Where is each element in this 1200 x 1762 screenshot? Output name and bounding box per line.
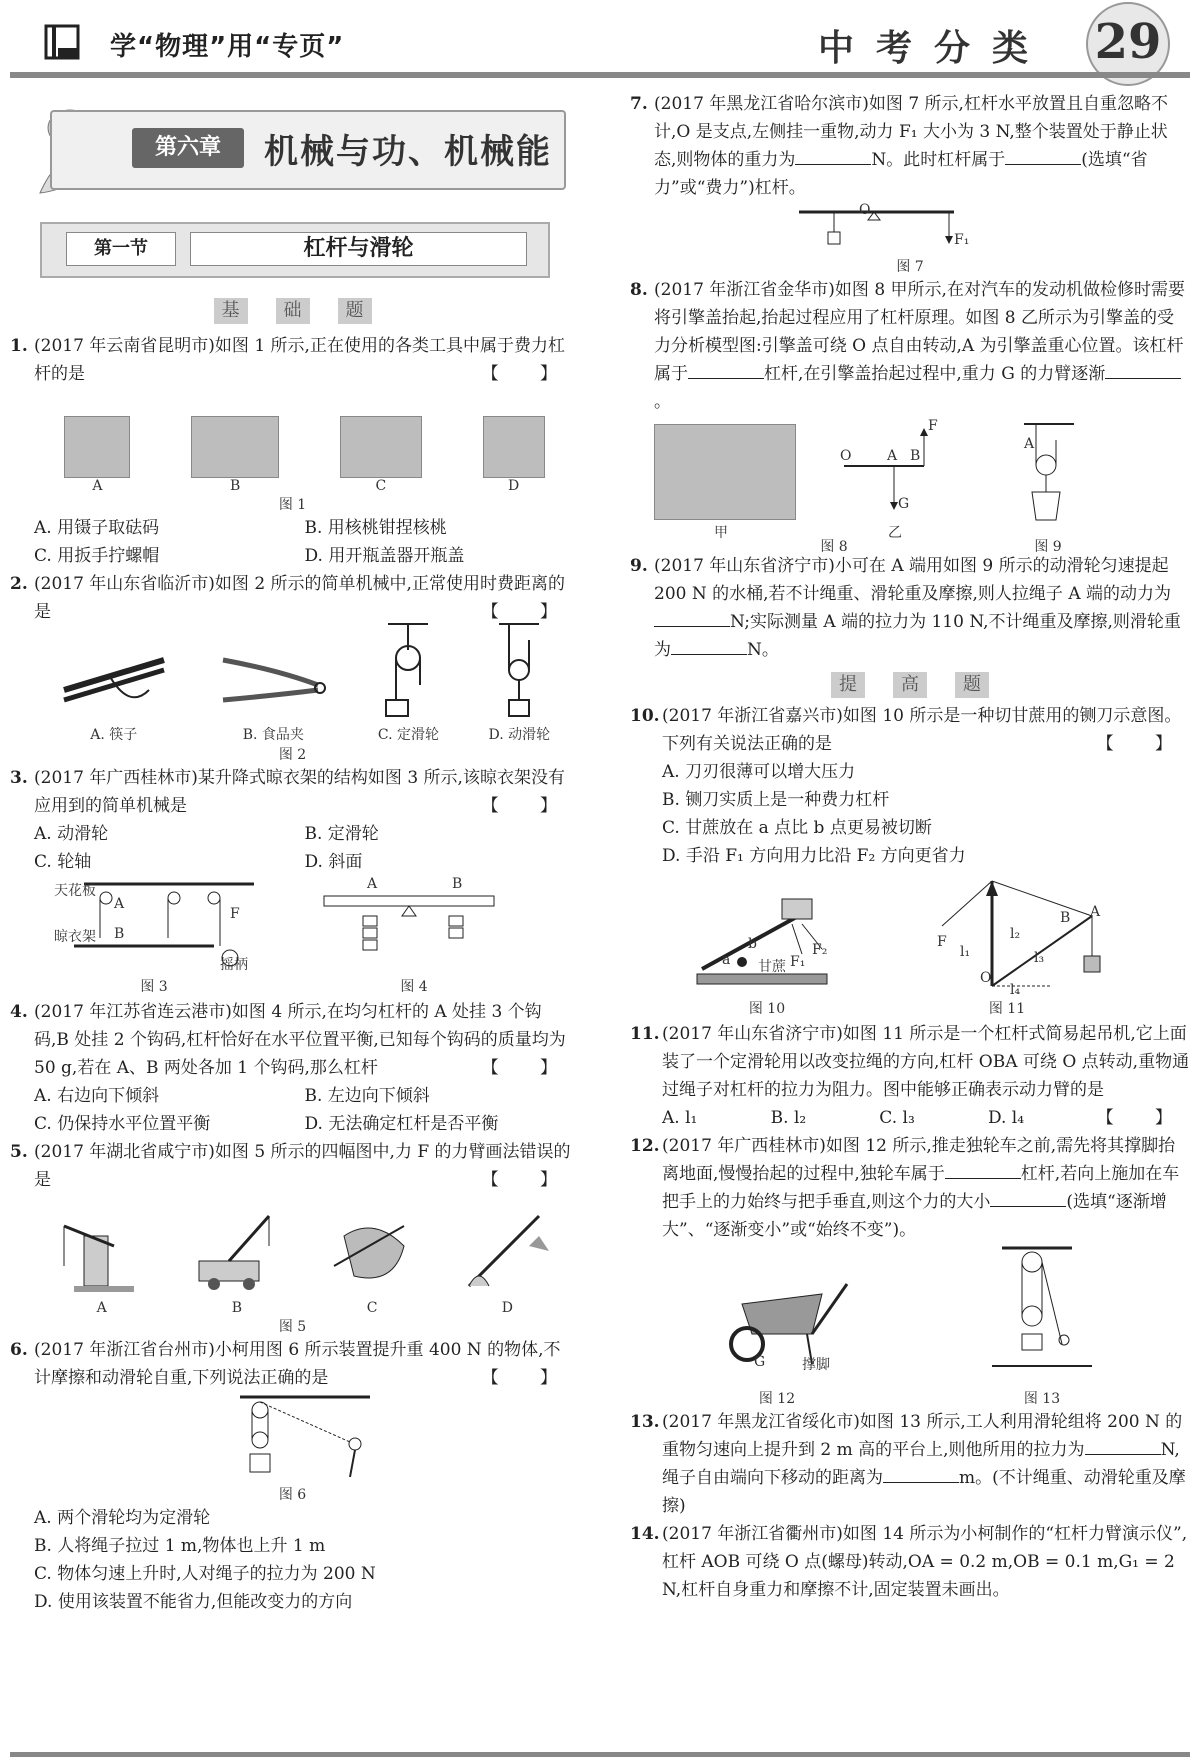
label-F1: F₁ <box>790 954 806 970</box>
figure-label: A. 筷子 <box>90 727 138 743</box>
question-number: 14. <box>630 1524 660 1544</box>
label-F: F <box>230 906 240 922</box>
label-O: O <box>840 448 852 464</box>
figure-label: A <box>96 1300 107 1316</box>
question-number: 2. <box>10 574 28 594</box>
figure-5 <box>10 1198 575 1316</box>
question-number: 6. <box>10 1340 28 1360</box>
label-b: b <box>748 936 757 952</box>
level-char: 题 <box>955 672 989 698</box>
question-text: (2017 年云南省昆明市)如图 1 所示,正在使用的各类工具中属于费力杠杆的是 <box>34 336 565 384</box>
option-d[interactable]: D. 使用该装置不能省力,但能改变力的方向 <box>34 1592 353 1612</box>
figure-caption: 图 6 <box>278 1487 307 1503</box>
question-text: (2017 年广西桂林市)某升降式晾衣架的结构如图 3 所示,该晾衣架没有应用到的简单机械是 <box>34 768 565 816</box>
question-number: 12. <box>630 1136 660 1156</box>
answer-bracket[interactable]: 【 】 <box>481 1058 575 1078</box>
answer-blank[interactable] <box>671 636 747 655</box>
footer-rule <box>10 1752 1190 1757</box>
figure-7 <box>654 202 1190 256</box>
option-a[interactable]: A. 用镊子取砝码 <box>34 518 160 538</box>
level-heading-advanced <box>630 672 1190 698</box>
movable-pulley-drawing <box>489 620 549 720</box>
label-F: F <box>937 934 947 950</box>
header-category: 中考分类 <box>818 28 1051 69</box>
question-text: (2017 年浙江省台州市)小柯用图 6 所示装置提升重 400 N 的物体,不计摩擦和动滑轮自重,下列说法正确的是 <box>34 1340 561 1388</box>
figure-caption: 图 9 <box>1034 539 1062 555</box>
question-text: N;实际测量 A 端的拉力为 110 N,不计绳重及摩擦,则滑轮重为 <box>654 612 1181 660</box>
figures-10-11 <box>662 870 1190 1020</box>
question-text: N。此时杠杆属于 <box>871 150 1006 170</box>
figure-label: B <box>231 1300 243 1316</box>
question-9 <box>630 552 1190 664</box>
option-b[interactable]: B. 人将绳子拉过 1 m,物体也上升 1 m <box>34 1536 326 1556</box>
hood-force-diagram <box>834 426 934 516</box>
option-c[interactable]: C. 用扳手拧螺帽 <box>34 546 160 566</box>
question-text: (2017 年山东省济宁市)小可在 A 端用如图 9 所示的动滑轮匀速提起 200 N 的水桶,若不计绳重、滑轮重及摩擦,则人拉绳子 A 端的动力为 <box>654 556 1172 604</box>
option-a[interactable]: A. 两个滑轮均为定滑轮 <box>34 1508 211 1528</box>
question-3 <box>10 764 575 820</box>
answer-blank[interactable] <box>1005 146 1081 165</box>
option-c[interactable]: C. 物体匀速上升时,人对绳子的拉力为 200 N <box>34 1564 376 1584</box>
options-q4 <box>10 1082 575 1138</box>
answer-blank[interactable] <box>795 146 871 165</box>
label-A: A <box>114 896 125 912</box>
chapter-title: 机械与功、机械能 <box>264 132 552 172</box>
option-b[interactable]: B. 左边向下倾斜 <box>304 1086 430 1106</box>
answer-bracket[interactable]: 【 】 <box>1096 734 1190 754</box>
figure-label: C. 定滑轮 <box>377 727 439 743</box>
question-number: 11. <box>630 1024 660 1044</box>
figure-6 <box>10 1392 575 1484</box>
options-q10 <box>630 758 1190 870</box>
page-number: 29 <box>1094 14 1162 70</box>
option-a[interactable]: A. 刀刃很薄可以增大压力 <box>662 762 856 782</box>
option-c[interactable]: C. 轮轴 <box>34 852 92 872</box>
page-header <box>0 0 1200 85</box>
question-number: 8. <box>630 280 648 300</box>
chapter-tag: 第六章 <box>132 128 244 168</box>
option-d[interactable]: D. 斜面 <box>304 852 363 872</box>
option-d[interactable]: D. l₄ <box>987 1108 1025 1128</box>
question-text: (选填“逐渐增大”、“逐渐变小”或“始终不变”)。 <box>662 1192 1167 1240</box>
chapter-banner <box>10 98 575 208</box>
answer-bracket[interactable]: 【 】 <box>481 796 575 816</box>
figure-caption: 图 13 <box>1023 1391 1061 1407</box>
answer-blank[interactable] <box>1105 360 1181 379</box>
figure-caption: 图 12 <box>758 1391 796 1407</box>
label-support: 撑脚 <box>802 1357 830 1373</box>
answer-bracket[interactable]: 【 】 <box>481 602 575 622</box>
horizontal-lever-drawing <box>794 204 964 254</box>
level-char: 基 <box>214 298 248 324</box>
label-A: A <box>1024 436 1035 452</box>
question-10 <box>630 702 1190 758</box>
options-q3 <box>10 820 575 876</box>
question-text: (2017 年黑龙江省哈尔滨市)如图 7 所示,杠杆水平放置且自重忽略不计,O 是支点,左侧挂一重物,动力 F₁ 大小为 3 N,整个装置处于静止状态,则物体的重力为 <box>654 94 1168 170</box>
label-G: G <box>754 1354 766 1370</box>
question-text: (2017 年浙江省衢州市)如图 14 所示为小柯制作的“杠杆力臂演示仪”,杠杆 AOB 可绕 O 点(螺母)转动,OA = 0.2 m,OB = 0.1 m,G₁ = 2 N,杠杆自身重力和摩擦不计,固定装置未画出。 <box>662 1524 1188 1600</box>
question-text: (2017 年黑龙江省绥化市)如图 13 所示,工人利用滑轮组将 200 N 的重物匀速向上提升到 2 m 高的平台上,则他所用的拉力为 <box>662 1412 1183 1460</box>
question-13 <box>630 1408 1190 1520</box>
label-A: A <box>887 448 898 464</box>
label-ceiling: 天花板 <box>54 883 96 899</box>
label-O: O <box>859 202 871 218</box>
hand-lever-drawing <box>324 1206 420 1296</box>
question-1 <box>10 332 575 388</box>
question-text: (2017 年浙江省嘉兴市)如图 10 所示是一种切甘蔗用的铡刀示意图。下列有关说法正确的是 <box>662 706 1182 754</box>
option-a[interactable]: A. l₁ <box>662 1108 698 1128</box>
food-tongs-drawing <box>218 630 328 720</box>
label-B: B <box>452 876 463 892</box>
answer-blank[interactable] <box>688 360 764 379</box>
question-text: (选填“省力”或“费力”)杠杆。 <box>654 150 1148 198</box>
question-number: 3. <box>10 768 28 788</box>
question-2 <box>10 570 575 626</box>
option-c[interactable]: C. 仍保持水平位置平衡 <box>34 1114 211 1134</box>
label-F1: F₁ <box>954 232 970 248</box>
label-F: F <box>928 418 938 434</box>
question-14 <box>630 1520 1190 1604</box>
figure-label: C <box>366 1300 378 1316</box>
header-rule <box>10 72 1190 78</box>
figure-label: D <box>508 478 520 494</box>
question-number: 5. <box>10 1142 28 1162</box>
option-d[interactable]: D. 用开瓶盖器开瓶盖 <box>304 546 465 566</box>
answer-blank[interactable] <box>990 1188 1066 1207</box>
figure-label: C <box>375 478 387 494</box>
label-B: B <box>910 448 921 464</box>
stone-lever-drawing <box>459 1206 555 1296</box>
question-text: (2017 年山东省临沂市)如图 2 所示的简单机械中,正常使用时费距离的是 <box>34 574 565 622</box>
question-text: (2017 年山东省济宁市)如图 11 所示是一个杠杆式简易起吊机,它上面装了一个定滑轮用以改变拉绳的方向,杠杆 OBA 可绕 O 点转动,重物通过绳子对杠杆的拉力为阻力。图中能够正确表示动力臂的是 <box>662 1024 1190 1100</box>
question-7 <box>630 90 1190 202</box>
options-q6 <box>10 1504 575 1616</box>
question-text: (2017 年江苏省连云港市)如图 4 所示,在均匀杠杆的 A 处挂 3 个钩码,B 处挂 2 个钩码,杠杆恰好在水平位置平衡,已知每个钩码的质量均为 50 g,若在 A、B 两处各加 1 个钩码,那么杠杆 <box>34 1002 566 1078</box>
figure-label: D. 动滑轮 <box>488 727 551 743</box>
nutcracker-photo <box>191 416 279 478</box>
answer-bracket[interactable]: 【 】 <box>1096 1108 1190 1128</box>
question-text: N。 <box>747 640 779 660</box>
header-slogan: 学“物理”用“专页” <box>110 32 345 62</box>
label-G: G <box>898 496 910 512</box>
figures-8-9 <box>654 416 1190 555</box>
figure-1 <box>10 394 575 494</box>
section-title: 杠杆与滑轮 <box>190 232 527 266</box>
label-a: a <box>722 952 731 968</box>
option-b[interactable]: B. l₂ <box>770 1108 807 1128</box>
option-a[interactable]: A. 动滑轮 <box>34 824 109 844</box>
right-column <box>630 90 1190 1604</box>
label-F2: F₂ <box>812 942 828 958</box>
question-text: 杠杆,在引擎盖抬起过程中,重力 G 的力臂逐渐 <box>764 364 1106 384</box>
options-q1 <box>10 514 575 570</box>
option-d[interactable]: D. 手沿 F₁ 方向用力比沿 F₂ 方向更省力 <box>662 846 966 866</box>
answer-blank[interactable] <box>654 608 730 627</box>
left-column <box>10 90 575 1616</box>
answer-blank[interactable] <box>883 1464 959 1483</box>
question-number: 13. <box>630 1412 660 1432</box>
figure-caption: 图 10 <box>748 1001 786 1017</box>
label-l1: l₁ <box>960 944 971 960</box>
sublabel: 甲 <box>714 525 728 541</box>
question-text: 。 <box>654 392 671 412</box>
question-number: 10. <box>630 706 660 726</box>
fixed-pulley-drawing <box>378 620 438 720</box>
figure-label: A <box>92 478 103 494</box>
option-a[interactable]: A. 右边向下倾斜 <box>34 1086 160 1106</box>
question-5 <box>10 1138 575 1194</box>
option-c[interactable]: C. l₃ <box>879 1108 915 1128</box>
question-number: 1. <box>10 336 28 356</box>
answer-bracket[interactable]: 【 】 <box>481 1368 575 1388</box>
question-number: 4. <box>10 1002 28 1022</box>
label-A: A <box>367 876 378 892</box>
question-12 <box>630 1132 1190 1244</box>
question-text: 杠杆,若向上施加在车把手上的力始终与把手垂直,则这个力的大小 <box>662 1164 1180 1212</box>
label-l3: l₃ <box>1034 950 1045 966</box>
question-text: N,绳子自由端向下移动的距离为 <box>662 1440 1180 1488</box>
label-A: A <box>1090 904 1101 920</box>
option-c[interactable]: C. 甘蔗放在 a 点比 b 点更易被切断 <box>662 818 932 838</box>
section-tag: 第一节 <box>66 232 176 266</box>
pulley-person-drawing <box>230 1392 380 1482</box>
answer-blank[interactable] <box>1085 1436 1161 1455</box>
figure-caption: 图 5 <box>278 1319 307 1335</box>
cane-cutter-drawing <box>692 894 832 994</box>
question-text: (2017 年浙江省金华市)如图 8 甲所示,在对汽车的发动机做检修时需要将引擎盖抬起,抬起过程应用了杠杆原理。如图 8 乙所示为引擎盖的受力分析模型图:引擎盖可绕 O 点自由转动,A 为引擎盖重心位置。该杠杆属于 <box>654 280 1185 384</box>
figure-caption: 图 11 <box>988 1001 1026 1017</box>
question-text: m。(不计绳重、动滑轮重及摩擦) <box>662 1468 1186 1516</box>
question-6 <box>10 1336 575 1392</box>
question-number: 9. <box>630 556 648 576</box>
figure-label: B. 食品夹 <box>242 727 304 743</box>
question-4 <box>10 998 575 1082</box>
label-cane: 甘蔗 <box>758 959 786 975</box>
option-b[interactable]: B. 定滑轮 <box>304 824 379 844</box>
options-q11 <box>630 1104 1097 1132</box>
question-text: (2017 年湖北省咸宁市)如图 5 所示的四幅图中,力 F 的力臂画法错误的是 <box>34 1142 571 1190</box>
label-B: B <box>1060 910 1071 926</box>
level-char: 题 <box>338 298 372 324</box>
figure-caption: 图 2 <box>278 747 307 763</box>
section-banner <box>10 218 575 278</box>
label-rack: 晾衣架 <box>54 929 96 945</box>
level-char: 础 <box>276 298 310 324</box>
figure-caption: 图 7 <box>896 259 924 275</box>
figure-caption: 图 8 <box>820 539 848 555</box>
figures-12-13 <box>662 1244 1190 1408</box>
label-l4: l₄ <box>1010 982 1021 998</box>
figure-label: B <box>229 478 241 494</box>
question-8 <box>630 276 1190 416</box>
level-char: 高 <box>893 672 927 698</box>
label-crank: 摇柄 <box>220 957 248 973</box>
figure-caption: 图 4 <box>400 979 428 995</box>
pulley-block-drawing <box>992 1244 1092 1374</box>
level-heading-basic <box>10 298 575 324</box>
label-O: O <box>980 970 992 986</box>
sublabel: 乙 <box>888 525 902 541</box>
wrench-photo <box>340 416 422 478</box>
water-pump-drawing <box>54 1206 150 1296</box>
figures-3-4 <box>34 876 575 998</box>
balance-lever-drawing <box>319 886 499 966</box>
crane-truck-drawing <box>189 1206 285 1296</box>
option-d[interactable]: D. 无法确定杠杆是否平衡 <box>304 1114 499 1134</box>
figure-caption: 图 1 <box>278 497 307 513</box>
figure-label: D <box>501 1300 513 1316</box>
crane-lever-drawing <box>932 876 1122 996</box>
option-b[interactable]: B. 铡刀实质上是一种费力杠杆 <box>662 790 890 810</box>
figure-2 <box>10 626 575 744</box>
chopsticks-drawing <box>59 630 169 720</box>
answer-bracket[interactable]: 【 】 <box>481 364 575 384</box>
answer-bracket[interactable]: 【 】 <box>481 1170 575 1190</box>
bottle-opener-photo <box>483 416 545 478</box>
level-char: 提 <box>831 672 865 698</box>
tweezers-photo <box>64 416 130 478</box>
car-hood-photo <box>654 424 796 520</box>
figure-caption: 图 3 <box>140 979 168 995</box>
question-text: (2017 年广西桂林市)如图 12 所示,推走独轮车之前,需先将其撑脚抬离地面,慢慢抬起的过程中,独轮车属于 <box>662 1136 1176 1184</box>
book-icon <box>44 24 80 60</box>
label-B: B <box>114 926 125 942</box>
question-number: 7. <box>630 94 648 114</box>
answer-blank[interactable] <box>945 1160 1021 1179</box>
option-b[interactable]: B. 用核桃钳捏核桃 <box>304 518 447 538</box>
label-l2: l₂ <box>1010 926 1021 942</box>
wheelbarrow-drawing <box>712 1274 852 1374</box>
